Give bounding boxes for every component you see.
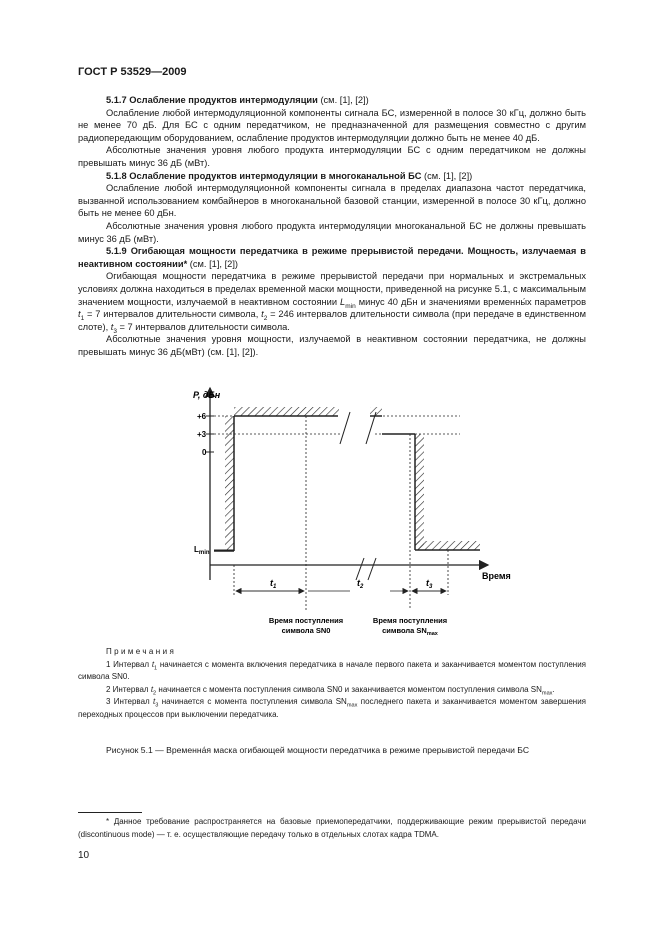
snmax-arrival-label-line2: символа $SN_{max}$ [382,626,438,637]
t2-label: $t_2$ [357,578,364,590]
page-number: 10 [78,850,90,861]
section-5-1-7-heading: 5.1.7 Ослабление продуктов интермодуляции (см. [1], [2]) [106,95,369,105]
tick-label-lmin: $L_{min}$ [194,545,210,556]
footnote-separator [78,812,142,813]
paragraph: Абсолютные значения уровня любого продукта интермодуляции многоканальной БС не должны превышать минус 36 дБ (мВт). [78,220,586,244]
body-text [78,94,586,358]
figure-caption: Рисунок 5.1 — Временна́я маска огибающей мощности передатчика в режиме прерывистой передачи БС [106,745,530,755]
document-header: ГОСТ Р 53529—2009 [78,66,187,78]
notes [78,646,586,722]
t1-label: $t_1$ [270,578,277,590]
sn0-arrival-label: Время поступления [268,616,344,625]
section-5-1-8-heading: 5.1.8 Ослабление продуктов интермодуляции в многоканальной БС (см. [1], [2]) [106,170,473,181]
mask-right-hatched [370,407,480,550]
note-3: 3 Интервал $t_3$ начинается с момента поступления символа $SN_{max}$ последнего пакета и заканчивается моментом завершения переходных процессов при выключении передатчика. [78,697,587,719]
tick-label-plus6: +6 [197,412,207,421]
paragraph: Огибающая мощности передатчика в режиме прерывистой передачи при нормальных и экстремальных условиях должна находиться в пределах временной маски мощности, приведенной на рисунке 5.1, с максимальным значением мощности, излучаемой в неактивном состоянии $L_{min}$ минус 40 дБн и значениями временны́х параметров $t_1 = 7$ интервалов длительности символа, $t_2 = 246$ интервалов длительности символа (при передаче в единственном слоте), $t_3 = 7$ интервалов длительности символа. [78,271,587,335]
footnote: * Данное требование распространяется на базовые приемопередатчики, поддерживающие режим прерывистой передачи (discontinuous mode) — т. е. осуществляющие передачу только в отдельных слотах кадра TDMA. [78,817,586,839]
snmax-arrival-label: Время поступления [372,616,448,625]
paragraph: Ослабление любой интермодуляционной компоненты сигнала БС, измеренной в полосе 30 кГц, должно быть не менее 70 дБ. Для БС с одним передатчиком, не предназначенной для размещения совместно с другим радиопередающим оборудованием, ослабление продуктов интермодуляции должно быть не менее 40 дБ. [78,107,586,143]
y-axis-label: P, дБн [193,390,221,400]
section-5-1-9-heading: 5.1.9 Огибающая мощности передатчика в режиме прерывистой передачи. Мощность, излучаемая в неактивном состоянии* (см. [1], [2]) [78,246,586,269]
x-axis-label: Время [482,571,511,581]
t3-label: $t_3$ [426,578,433,590]
sn0-arrival-label-line2: символа SN0 [281,626,331,635]
notes-title: Примечания [106,647,177,656]
tick-label-plus3: +3 [197,430,207,439]
paragraph: Абсолютные значения уровня любого продукта интермодуляции БС с одним передатчиком не должны превышать минус 36 дБ (мВт). [78,145,586,168]
note-2: 2 Интервал $t_2$ начинается с момента поступления символа SN0 и заканчивается моментом поступления символа $SN_{max}$. [106,684,555,697]
power-time-mask-diagram [170,380,530,640]
mask-left-hatched [214,407,339,551]
note-1: 1 Интервал $t_1$ начинается с момента включения передатчика в начале первого пакета и заканчивается моментом поступления символа SN0. [78,659,586,682]
paragraph: Абсолютные значения уровня мощности, излучаемой в неактивном состоянии передатчика, не должны превышать минус 36 дБ(мВт) (см. [1], [2]). [78,334,586,357]
tick-label-zero: 0 [202,448,207,457]
paragraph: Ослабление любой интермодуляционной компоненты сигнала в пределах диапазона частот передатчика, вызванной использованием комбайнеров в многоканальной базовой станции, измеренной в полосе 30 кГц, должно быть не менее 60 дБн. [78,183,586,219]
